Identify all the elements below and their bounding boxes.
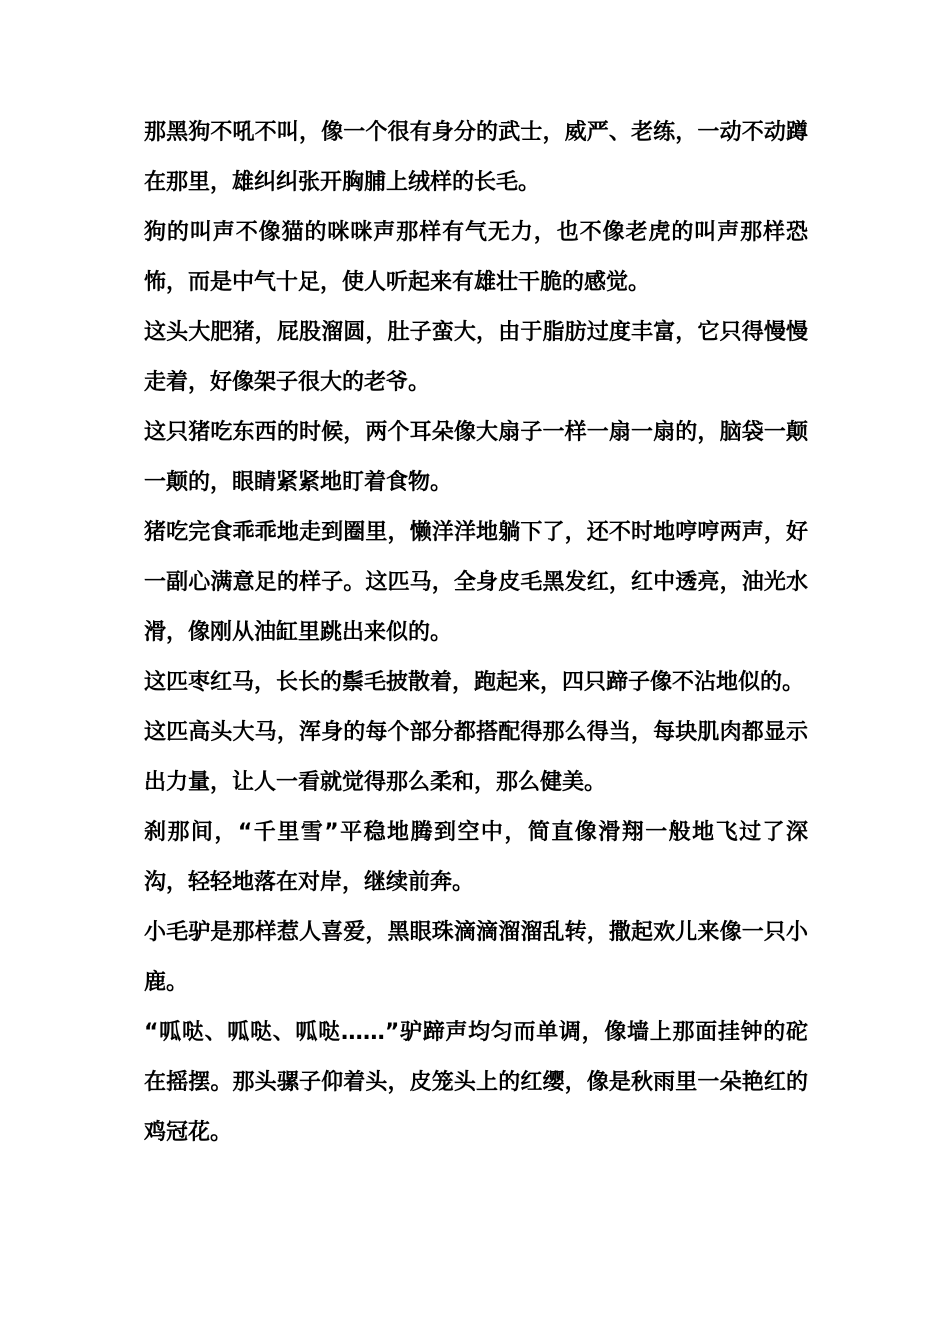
paragraph-4: 这只猪吃东西的时候，两个耳朵像大扇子一样一扇一扇的，脑袋一颠一颠的，眼睛紧紧地盯着食物。 [144, 420, 808, 495]
paragraph-8: 刹那间，“千里雪”平稳地腾到空中，简直像滑翔一般地飞过了深沟，轻轻地落在对岸，继续前奔。 [144, 820, 808, 895]
paragraph-1: 那黑狗不吼不叫，像一个很有身分的武士，威严、老练，一动不动蹲在那里，雄纠纠张开胸脯上绒样的长毛。 [144, 120, 808, 195]
paragraph-7: 这匹高头大马，浑身的每个部分都搭配得那么得当，每块肌肉都显示出力量，让人一看就觉得那么柔和，那么健美。 [144, 720, 808, 795]
paragraph-3: 这头大肥猪，屁股溜圆，肚子蛮大，由于脂肪过度丰富，它只得慢慢走着，好像架子很大的老爷。 [144, 320, 808, 395]
paragraph-5: 猪吃完食乖乖地走到圈里，懒洋洋地躺下了，还不时地哼哼两声，好一副心满意足的样子。这匹马，全身皮毛黑发红，红中透亮，油光水滑，像刚从油缸里跳出来似的。 [144, 520, 808, 645]
document-body [144, 108, 808, 1158]
paragraph-6: 这匹枣红马，长长的鬃毛披散着，跑起来，四只蹄子像不沾地似的。 [144, 670, 805, 695]
paragraph-10: “呱哒、呱哒、呱哒……”驴蹄声均匀而单调，像墙上那面挂钟的砣在摇摆。那头骡子仰着头，皮笼头上的红缨，像是秋雨里一朵艳红的鸡冠花。 [144, 1020, 808, 1145]
paragraph-9: 小毛驴是那样惹人喜爱，黑眼珠滴滴溜溜乱转，撒起欢儿来像一只小鹿。 [144, 920, 808, 995]
paragraph-2: 狗的叫声不像猫的咪咪声那样有气无力，也不像老虎的叫声那样恐怖，而是中气十足，使人听起来有雄壮干脆的感觉。 [144, 220, 808, 295]
